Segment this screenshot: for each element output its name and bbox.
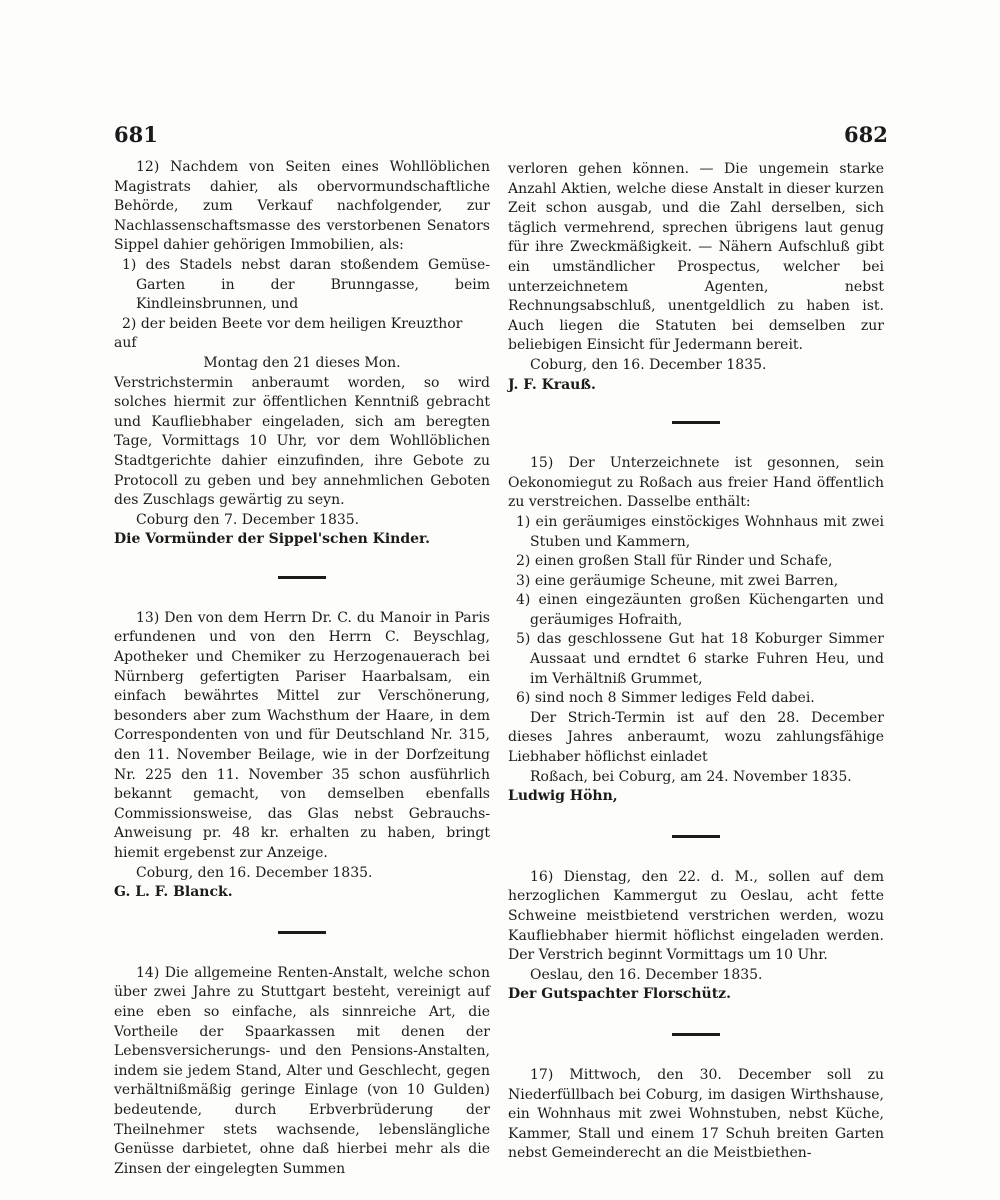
ad-13-place-date: Coburg, den 16. December 1835. xyxy=(136,864,373,881)
ad-12-date-line: Montag den 21 dieses Mon. xyxy=(203,354,401,371)
ad-15-item-4: 4) einen eingezäunten großen Küchengarten und geräumiges Hofraith, xyxy=(516,592,884,628)
ad-15-item-6: 6) sind noch 8 Simmer lediges Feld dabei. xyxy=(516,690,815,707)
section-divider xyxy=(278,931,326,934)
ad-14-place-date: Coburg, den 16. December 1835. xyxy=(530,356,767,373)
advertisement-17 xyxy=(508,1066,884,1164)
section-divider xyxy=(278,576,326,579)
ad-15-item-1: 1) ein geräumiges einstöckiges Wohnhaus mit zwei Stuben und Kammern, xyxy=(516,513,884,550)
ad-15-item-5: 5) das geschlossene Gut hat 18 Koburger Simmer Aussaat und erndtet 6 starke Fuhren Heu, und im Verhältniß Grummet, xyxy=(516,631,884,687)
ad-12-item-1: 1) des Stadels nebst daran stoßendem Gemüse-Garten in der Brunngasse, beim Kindleinsbrunnen, und xyxy=(122,256,490,313)
ad-13-body: 13) Den von dem Herrn Dr. C. du Manoir in Paris erfundenen und von den Herrn C. Beyschlag, Apotheker und Chemiker zu Herzogenauerach bei Nürnberg gefertigten Pariser Haarbalsam, ein einfach bewährtes Mittel zur Verschönerung, besonders aber zum Wachsthum der Haare, in dem Correspondenten von und für Deutschland Nr. 315, den 11. November Beilage, wie in der Dorfzeitung Nr. 225 den 11. November 35 schon ausführlich bekannt gemacht, von demselben ebenfalls Commissionsweise, das Glas nebst Gebrauchs-Anweisung pr. 48 kr. erhalten zu haben, bringt hiemit ergebenst zur Anzeige. xyxy=(114,609,490,861)
ad-12-intro: 12) Nachdem von Seiten eines Wohllöblichen Magistrats dahier, als obervormundschaftliche Behörde, zum Verkauf nachfolgender, zur Nachlassenschaftsmasse des verstorbenen Senators Sippel dahier gehörigen Immobilien, als: xyxy=(114,159,490,254)
advertisement-13 xyxy=(114,609,490,903)
advertisement-12 xyxy=(114,158,490,550)
ad-13-signature: G. L. F. Blanck. xyxy=(114,884,233,901)
left-column xyxy=(114,158,490,1179)
advertisement-14 xyxy=(114,964,490,1180)
ad-12-auf: auf xyxy=(114,335,137,352)
ad-16-place-date: Oeslau, den 16. December 1835. xyxy=(530,966,763,983)
ad-12-body: Verstrichstermin anberaumt worden, so wird solches hiermit zur öffentlichen Kenntniß gebracht und Kaufliebhaber eingeladen, sich am beregten Tage, Vormittags 10 Uhr, vor dem Wohllöblichen Stadtgerichte dahier einzufinden, ihre Gebote zu Protocoll zu geben und bey annehmlichen Geboten des Zuschlags gewärtig zu seyn. xyxy=(114,374,490,509)
ad-15-signature: Ludwig Höhn, xyxy=(508,788,618,805)
ad-16-body: 16) Dienstag, den 22. d. M., sollen auf dem herzoglichen Kammergut zu Oeslau, acht fette Schweine meistbietend verstrichen werden, wozu Kaufliebhaber hiermit höflichst eingeladen werden. Der Verstrich beginnt Vormittags um 10 Uhr. xyxy=(508,868,884,964)
ad-15-place-date: Roßach, bei Coburg, am 24. November 1835. xyxy=(530,768,852,785)
ad-15-item-2: 2) einen großen Stall für Rinder und Schafe, xyxy=(516,553,833,570)
ad-12-signature: Die Vormünder der Sippel'schen Kinder. xyxy=(114,531,430,548)
ad-14-signature: J. F. Krauß. xyxy=(508,376,596,393)
ad-15-body: Der Strich-Termin ist auf den 28. December dieses Jahres anberaumt, wozu zahlungsfähige Liebhaber höflichst einladet xyxy=(508,709,884,766)
ad-15-intro: 15) Der Unterzeichnete ist gesonnen, sein Oekonomiegut zu Roßach aus freier Hand öffentlich zu verstreichen. Dasselbe enthält: xyxy=(508,455,884,511)
advertisement-16 xyxy=(508,868,884,1005)
ad-12-item-2: 2) der beiden Beete vor dem heiligen Kreuzthor xyxy=(122,315,463,332)
section-divider xyxy=(672,421,720,424)
ad-15-item-3: 3) eine geräumige Scheune, mit zwei Barren, xyxy=(516,572,839,589)
ad-14-continued-body: verloren gehen können. — Die ungemein starke Anzahl Aktien, welche diese Anstalt in dieser kurzen Zeit schon ausgab, und die Zahl derselben, sich täglich vermehrend, sprechen übrigens laut genug für ihre Zweckmäßigkeit. — Nähern Aufschluß gibt ein umständlicher Prospectus, welcher bei unterzeichnetem Agenten, nebst Rechnungsabschluß, unentgeldlich zu haben ist. Auch liegen die Statuten bei demselben zur beliebigen Einsicht für Jedermann bereit. xyxy=(508,161,884,354)
ad-17-body: 17) Mittwoch, den 30. December soll zu Niederfüllbach bei Coburg, im dasigen Wirthshause, ein Wohnhaus mit zwei Wohnstuben, nebst Küche, Kammer, Stall und einem 17 Schuh breiten Garten nebst Gemeinderecht an die Meistbiethen- xyxy=(508,1066,884,1162)
right-column xyxy=(508,160,884,1164)
ad-12-place-date: Coburg den 7. December 1835. xyxy=(136,511,360,528)
ad-14-body: 14) Die allgemeine Renten-Anstalt, welche schon über zwei Jahre zu Stuttgart besteht, vereinigt auf eine eben so einfache, als sinnreiche Art, die Vortheile der Spaarkassen mit denen der Lebensversicherungs- und den Pensions-Anstalten, indem sie jedem Stand, Alter und Geschlecht, gegen verhältnißmäßig geringe Einlage (von 10 Gulden) bedeutende, durch Erbverbrüderung der Theilnehmer stets wachsende, lebenslängliche Genüsse darbietet, ohne daß hierbei mehr als die Zinsen der eingelegten Summen xyxy=(114,964,490,1177)
page-number-left: 681 xyxy=(114,122,158,147)
advertisement-15 xyxy=(508,454,884,807)
section-divider xyxy=(672,1033,720,1036)
page-number-right: 682 xyxy=(844,122,888,147)
section-divider xyxy=(672,835,720,838)
ad-16-signature: Der Gutspachter Florschütz. xyxy=(508,986,731,1003)
advertisement-14-continued xyxy=(508,160,884,395)
